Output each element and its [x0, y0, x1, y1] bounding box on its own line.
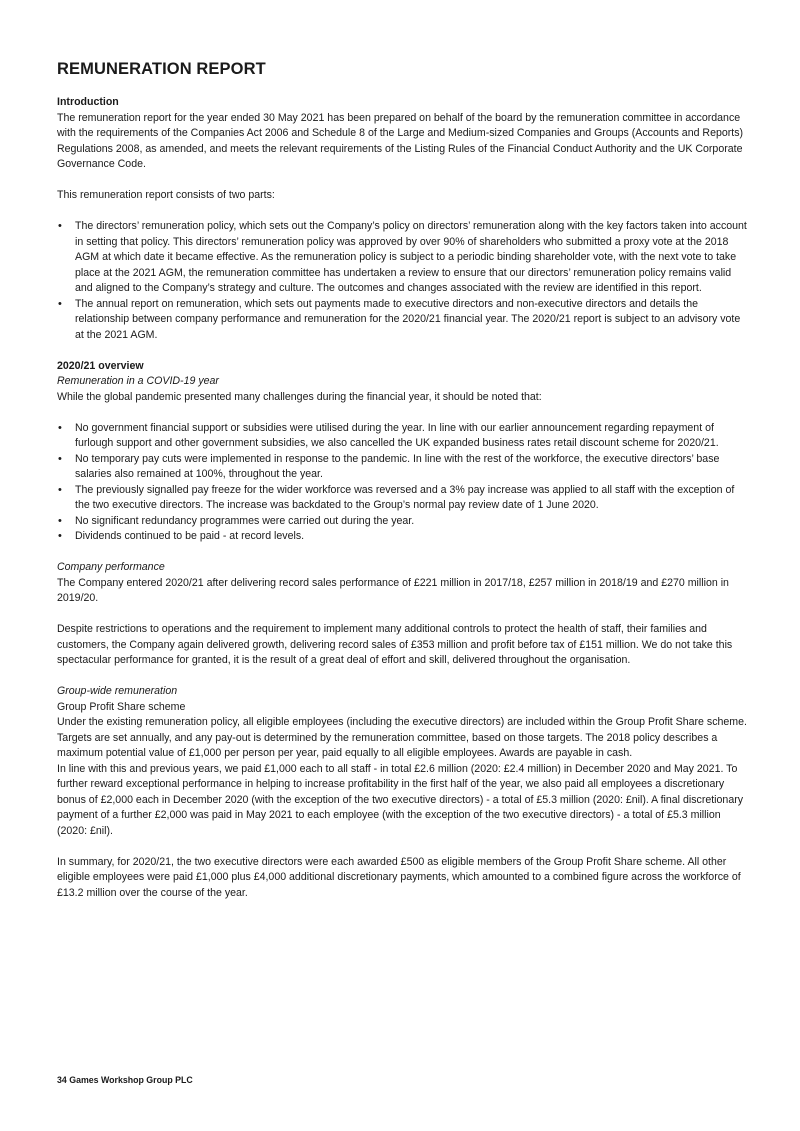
covid-intro: While the global pandemic presented many challenges during the financial year, it should be noted that:	[57, 390, 542, 403]
profit-share-label: Group Profit Share scheme	[57, 700, 186, 713]
parts-list	[57, 219, 747, 343]
profit-share-paragraph-1: Under the existing remuneration policy, all eligible employees (including the executive directors) are included within the Group Profit Share scheme. Targets are set annually, and any pay-out is determined by the remuneration committee, based on those targets. The 2018 policy describes a maximum potential value of £1,000 per person per year, paid equally to all eligible employees. Awards are payable in cash.	[57, 716, 747, 759]
performance-paragraph-1: The Company entered 2020/21 after delivering record sales performance of £221 million in 2017/18, £257 million in 2018/19 and £270 million in 2019/20.	[57, 576, 729, 604]
introduction-paragraph: The remuneration report for the year ended 30 May 2021 has been prepared on behalf of the board by the remuneration committee in accordance with the requirements of the Companies Act 2006 and Schedule 8 of the Large and Medium-sized Companies and Groups (Accounts and Reports) Regulations 2008, as amended, and meets the relevant requirements of the Listing Rules of the Financial Conduct Authority and the UK Corporate Governance Code.	[57, 111, 744, 170]
covid-points-list	[57, 421, 747, 545]
report-page	[57, 58, 747, 901]
list-item: • The directors’ remuneration policy, which sets out the Company’s policy on directors’ remuneration along with the key factors taken into account in setting that policy. This directors’ remuneration policy was approved by over 90% of shareholders who submitted a proxy vote at the 2018 AGM at which date it became effective. As the remuneration policy is subject to a periodic binding shareholder vote, with the next vote to take place at the 2021 AGM, the remuneration committee has undertaken a review to ensure that our directors’ remuneration policy remains valid and aligned to the Company’s strategy and culture. The outcomes and changes associated with the review are identified in this report.	[57, 219, 747, 297]
covid-subheading: Remuneration in a COVID-19 year	[57, 375, 219, 387]
overview-heading: 2020/21 overview	[57, 359, 144, 372]
list-item: • Dividends continued to be paid - at record levels.	[57, 529, 747, 545]
parts-intro: This remuneration report consists of two parts:	[57, 189, 275, 201]
list-item: • No government financial support or subsidies were utilised during the year. In line with our earlier announcement regarding repayment of furlough support and other government subsidies, we also cancelled the UK expanded business rates retail discount scheme for 2020/21.	[57, 421, 747, 452]
introduction-heading: Introduction	[57, 96, 119, 108]
page-title: REMUNERATION REPORT	[57, 60, 266, 78]
list-item: • The annual report on remuneration, which sets out payments made to executive directors and non-executive directors and details the relationship between company performance and remuneration for the 2020/21 financial year. The 2020/21 report is subject to an advisory vote at the 2021 AGM.	[57, 297, 747, 344]
performance-paragraph-2: Despite restrictions to operations and the requirement to implement many additional controls to protect the health of staff, their families and customers, the Company again delivered growth, delivering record sales of £353 million and profit before tax of £151 million. We do not take this spectacular performance for granted, it is the result of a great deal of effort and skill, delivered throughout the organisation.	[57, 623, 733, 666]
performance-subheading: Company performance	[57, 561, 165, 573]
groupwide-subheading: Group-wide remuneration	[57, 685, 178, 697]
list-item: • No temporary pay cuts were implemented in response to the pandemic. In line with the rest of the workforce, the executive directors’ base salaries also remained at 100%, throughout the year.	[57, 452, 747, 483]
summary-paragraph: In summary, for 2020/21, the two executive directors were each awarded £500 as eligible members of the Group Profit Share scheme. All other eligible employees were paid £1,000 plus £4,000 additional discretionary payments, which amounted to a combined figure across the workforce of £13.2 million over the course of the year.	[57, 855, 741, 899]
page-footer: 34 Games Workshop Group PLC	[57, 1075, 193, 1085]
profit-share-paragraph-2: In line with this and previous years, we paid £1,000 each to all staff - in total £2.6 million (2020: £2.4 million) in December 2020 and May 2021. To further reward exceptional performance in helping to increase profitability in the first half of the year, we also paid all employees a discretionary bonus of £2,000 each in December 2020 (with the exception of the two executive directors) - a total of £5.3 million (2020: £nil). A final discretionary payment of a further £2,000 was paid in May 2021 to each employee (with the exception of the two executive directors) - a total of £5.3 million (2020: £nil).	[57, 762, 744, 837]
list-item: • No significant redundancy programmes were carried out during the year.	[57, 514, 747, 530]
list-item: • The previously signalled pay freeze for the wider workforce was reversed and a 3% pay increase was applied to all staff with the exception of the two executive directors. The increase was backdated to the Group’s normal pay review date of 1 June 2020.	[57, 483, 747, 514]
